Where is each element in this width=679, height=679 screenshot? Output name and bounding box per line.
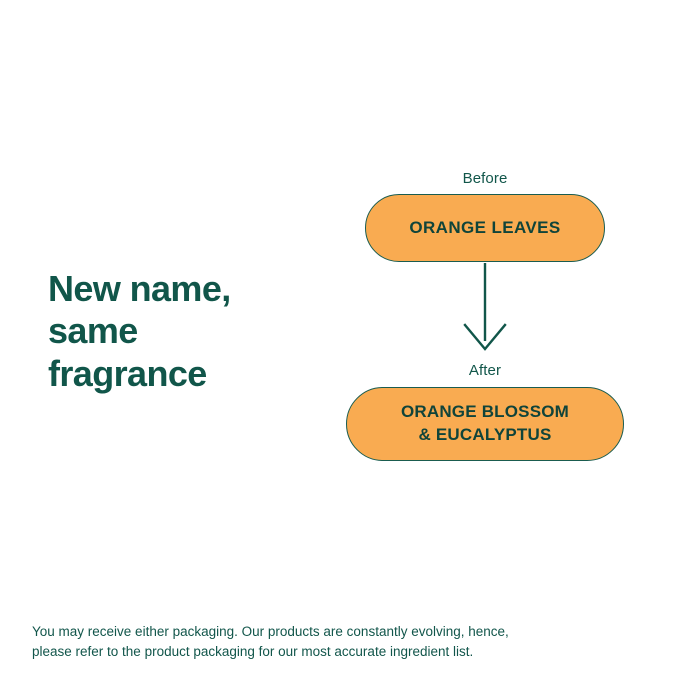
down-arrow-icon [455, 263, 515, 359]
headline-line-3: fragrance [48, 352, 207, 394]
before-product-label: ORANGE LEAVES [409, 218, 561, 237]
after-product-label-line-1: ORANGE BLOSSOM [400, 402, 570, 422]
footnote [32, 622, 632, 663]
before-caption: Before [462, 170, 508, 187]
name-change-diagram [335, 170, 635, 461]
headline-line-1: New name, [48, 268, 231, 309]
headline [48, 268, 308, 395]
after-caption: After [468, 362, 502, 379]
after-product-label-line-2: & EUCALYPTUS [418, 425, 552, 444]
headline-line-2: same [48, 310, 138, 352]
after-product-label [401, 401, 569, 447]
after-product-pill [346, 387, 624, 461]
arrow-container [335, 262, 635, 360]
footnote-line-2: please refer to the product packaging for our most accurate ingredient list. [32, 644, 474, 660]
footnote-line-1: You may receive either packaging. Our products are constantly evolving, hence, [32, 624, 509, 639]
before-product-pill [365, 194, 605, 262]
